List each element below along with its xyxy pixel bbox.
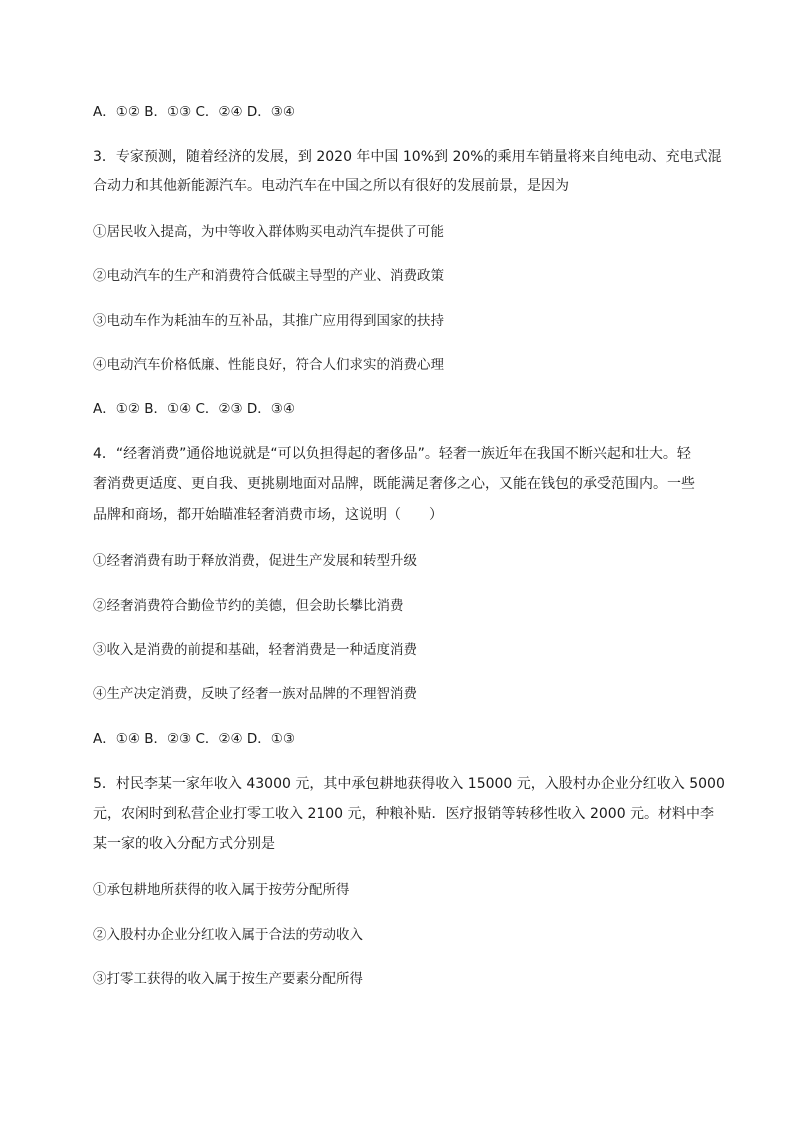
q4-option-4: ④生产决定消费，反映了经奢一族对品牌的不理智消费 xyxy=(93,686,417,702)
q4-option-2: ②经奢消费符合勤俭节约的美德，但会助长攀比消费 xyxy=(93,598,404,614)
q4-stem-line: 4．“经奢消费”通俗地说就是“可以负担得起的奢侈品”。轻奢一族近年在我国不断兴起和壮大。轻 xyxy=(93,446,691,462)
q3-answer-choices: A．①② B．①④ C．②③ D．③④ xyxy=(93,401,296,417)
q5-stem-line: 5．村民李某一家年收入 43000 元，其中承包耕地获得收入 15000 元，入股村办企业分红收入 5000 xyxy=(93,776,725,792)
q4-stem-line: 奢消费更适度、更自我、更挑剔地面对品牌，既能满足奢侈之心，又能在钱包的承受范围内。一些 xyxy=(93,476,695,492)
q4-stem-line: 品牌和商场，都开始瞄准轻奢消费市场，这说明（ ） xyxy=(93,507,443,523)
q3-stem-line: 合动力和其他新能源汽车。电动汽车在中国之所以有很好的发展前景，是因为 xyxy=(93,178,569,194)
q3-option-1: ①居民收入提高，为中等收入群体购买电动汽车提供了可能 xyxy=(93,224,444,240)
q5-option-2: ②入股村办企业分红收入属于合法的劳动收入 xyxy=(93,927,363,943)
q3-option-2: ②电动汽车的生产和消费符合低碳主导型的产业、消费政策 xyxy=(93,268,444,284)
q3-option-4: ④电动汽车价格低廉、性能良好，符合人们求实的消费心理 xyxy=(93,357,444,373)
q3-stem-line: 3．专家预测，随着经济的发展，到 2020 年中国 10%到 20%的乘用车销量将来自纯电动、充电式混 xyxy=(93,149,722,165)
q2-answer-choices: A．①② B．①③ C．②④ D．③④ xyxy=(93,104,296,120)
q4-option-1: ①经奢消费有助于释放消费，促进生产发展和转型升级 xyxy=(93,553,417,569)
q4-answer-choices: A．①④ B．②③ C．②④ D．①③ xyxy=(93,731,296,747)
q5-option-1: ①承包耕地所获得的收入属于按劳分配所得 xyxy=(93,882,350,898)
q5-stem-line: 元，农闲时到私营企业打零工收入 2100 元，种粮补贴．医疗报销等转移性收入 2000 元。材料中李 xyxy=(93,806,715,822)
q5-stem-line: 某一家的收入分配方式分别是 xyxy=(93,836,275,852)
q3-option-3: ③电动车作为耗油车的互补品，其推广应用得到国家的扶持 xyxy=(93,313,444,329)
q4-option-3: ③收入是消费的前提和基础，轻奢消费是一种适度消费 xyxy=(93,642,417,658)
q5-option-3: ③打零工获得的收入属于按生产要素分配所得 xyxy=(93,971,363,987)
